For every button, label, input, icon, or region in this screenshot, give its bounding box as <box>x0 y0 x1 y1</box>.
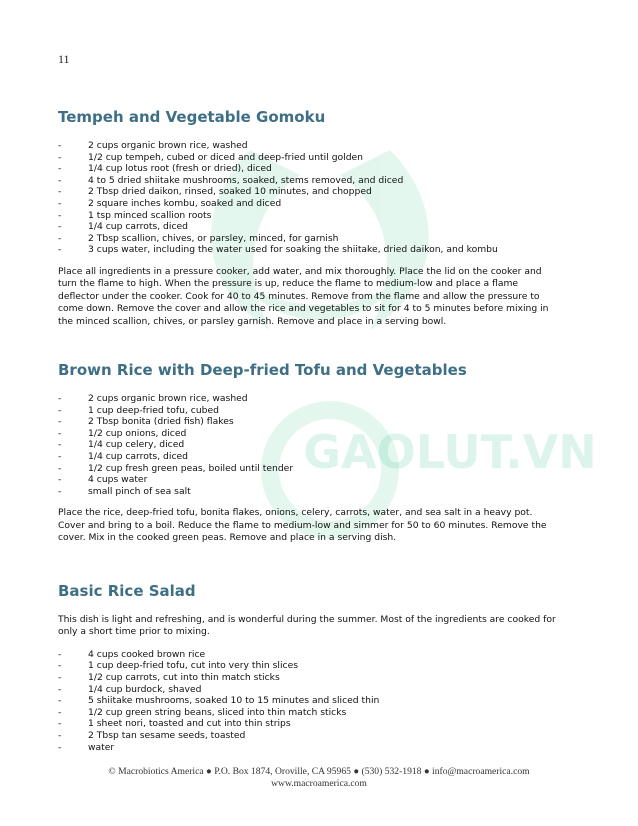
page-number: 11 <box>58 52 70 66</box>
recipe-title: Basic Rice Salad <box>58 582 196 600</box>
ingredient-item: - 1 cup deep-fried tofu, cubed <box>58 404 219 416</box>
ingredient-item: - 2 Tbsp scallion, chives, or parsley, minced, for garnish <box>58 232 339 244</box>
ingredient-item: - 1/4 cup carrots, diced <box>58 450 188 462</box>
ingredient-item: - 5 shiitake mushrooms, soaked 10 to 15 minutes and sliced thin <box>58 695 380 707</box>
ingredient-item: - 1 cup deep-fried tofu, cut into very thin slices <box>58 660 299 672</box>
footer-website-link[interactable]: www.macroamerica.com <box>271 778 367 789</box>
ingredient-item: - 1/4 cup lotus root (fresh or dried), diced <box>58 163 272 175</box>
ingredient-list <box>58 140 558 256</box>
ingredient-list <box>58 649 558 753</box>
ingredient-item: - 1/2 cup carrots, cut into thin match sticks <box>58 672 280 683</box>
recipe-tempeh-gomoku <box>58 108 558 328</box>
ingredient-item: - 2 Tbsp bonita (dried fish) flakes <box>58 416 234 428</box>
recipe-brown-rice-tofu <box>58 361 558 545</box>
ingredient-item: - 1/2 cup tempeh, cubed or diced and deep-fried until golden <box>58 151 364 163</box>
ingredient-item: - 4 to 5 dried shiitake mushrooms, soaked, stems removed, and diced <box>58 174 404 186</box>
ingredient-item: - 1/4 cup carrots, diced <box>58 221 188 233</box>
ingredient-item: - 1 tsp minced scallion roots <box>58 209 212 221</box>
ingredient-item: - 1/2 cup green string beans, sliced into thin match sticks <box>58 706 347 718</box>
ingredient-item: - 2 square inches kombu, soaked and diced <box>58 197 282 209</box>
ingredient-list <box>58 393 558 497</box>
ingredient-item: - 3 cups water, including the water used for soaking the shiitake, dried daikon, and kombu <box>58 244 498 256</box>
ingredient-item: - 2 cups organic brown rice, washed <box>58 140 248 151</box>
instructions-paragraph: Place all ingredients in a pressure cooker, add water, and mix thoroughly. Place the lid on the cooker and turn the flame to high. When the pressure is up, reduce the flame to medium-low and place a flame deflector under the cooker. Cook for 40 to 45 minutes. Remove from the flame and allow the pressure to come down. Remove the cover and allow the rice and vegetables to sit for 4 to 5 minutes before mixing in the minced scallion, chives, or parsley garnish. Remove and place in a serving bowl. <box>58 265 549 327</box>
ingredient-item: - 1 sheet nori, toasted and cut into thin strips <box>58 718 291 730</box>
ingredient-item: - water <box>58 741 115 753</box>
ingredient-item: - 2 Tbsp tan sesame seeds, toasted <box>58 729 246 741</box>
footer-contact-line: © Macrobiotics America ● P.O. Box 1874, Oroville, CA 95965 ● (530) 532-1918 ● info@macroamerica.com <box>108 766 530 777</box>
ingredient-item: - 4 cups water <box>58 474 148 486</box>
instructions-paragraph: Place the rice, deep-fried tofu, bonita flakes, onions, celery, carrots, water, and sea salt in a heavy pot. Cover and bring to a boil. Reduce the flame to medium-low and simmer for 50 to 60 minutes. Remove the cover. Mix in the cooked green peas. Remove and place in a serving dish. <box>58 507 547 544</box>
ingredient-item: - small pinch of sea salt <box>58 485 191 497</box>
ingredient-item: - 2 Tbsp dried daikon, rinsed, soaked 10 minutes, and chopped <box>58 186 372 198</box>
ingredient-item: - 2 cups organic brown rice, washed <box>58 393 248 404</box>
recipe-title: Brown Rice with Deep-fried Tofu and Vegetables <box>58 361 467 379</box>
ingredient-item: - 4 cups cooked brown rice <box>58 648 206 660</box>
ingredient-item: - 1/4 cup celery, diced <box>58 439 185 451</box>
ingredient-item: - 1/2 cup fresh green peas, boiled until tender <box>58 462 294 474</box>
watermark-text: GAOLUT.VN <box>303 425 597 479</box>
ingredient-item: - 1/2 cup onions, diced <box>58 427 187 439</box>
recipe-basic-rice-salad <box>58 582 558 753</box>
page-footer <box>0 766 638 790</box>
ingredient-item: - 1/4 cup burdock, shaved <box>58 683 202 695</box>
recipe-title: Tempeh and Vegetable Gomoku <box>58 108 326 126</box>
intro-paragraph: This dish is light and refreshing, and is wonderful during the summer. Most of the ingredients are cooked for only a short time prior to mixing. <box>58 614 556 638</box>
